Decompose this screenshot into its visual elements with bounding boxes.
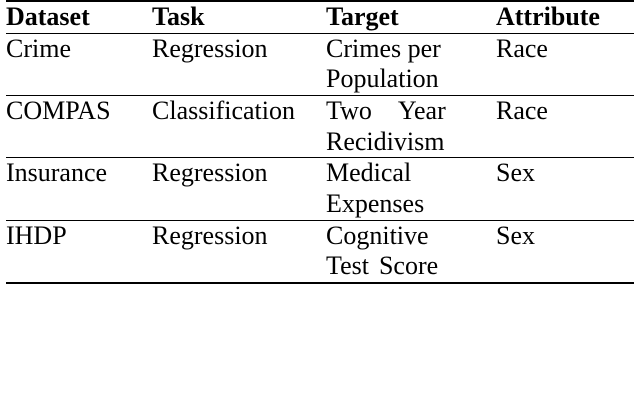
cell-dataset: Crime [6,33,152,95]
cell-attribute: Sex [496,220,634,283]
cell-target-line2 [326,251,496,282]
cell-task: Classification [152,96,326,158]
cell-target-line1: Crimes per [326,33,441,63]
column-header-task: Task [152,1,326,33]
cell-target [326,96,496,158]
cell-target-line2-word1: Test [326,251,369,281]
table-row [6,33,634,95]
cell-target-line1: Medical [326,158,412,188]
cell-target-line1-word1: Two [326,96,372,126]
table-row [6,158,634,220]
table-body [6,33,634,283]
cell-attribute: Race [496,33,634,95]
cell-target-line1-word2: Year [397,96,446,126]
cell-target-line2: Population [326,64,439,94]
cell-task: Regression [152,33,326,95]
table-row [6,220,634,283]
column-header-dataset: Dataset [6,1,152,33]
cell-target [326,158,496,220]
cell-target-line1 [326,96,496,127]
cell-attribute: Race [496,96,634,158]
cell-target-line2: Recidivism [326,126,445,156]
column-header-target: Target [326,1,496,33]
cell-dataset: Insurance [6,158,152,220]
dataset-summary-table [6,0,634,284]
cell-dataset: IHDP [6,220,152,283]
cell-task: Regression [152,158,326,220]
column-header-attribute: Attribute [496,1,634,33]
cell-attribute: Sex [496,158,634,220]
cell-target [326,220,496,283]
cell-task: Regression [152,220,326,283]
cell-target [326,33,496,95]
table-header-row [6,1,634,33]
cell-target-line2: Expenses [326,189,425,219]
table-header [6,1,634,33]
table-row [6,96,634,158]
cell-target-line2-word2: Score [378,251,439,281]
cell-dataset: COMPAS [6,96,152,158]
cell-target-line1: Cognitive [326,220,429,250]
